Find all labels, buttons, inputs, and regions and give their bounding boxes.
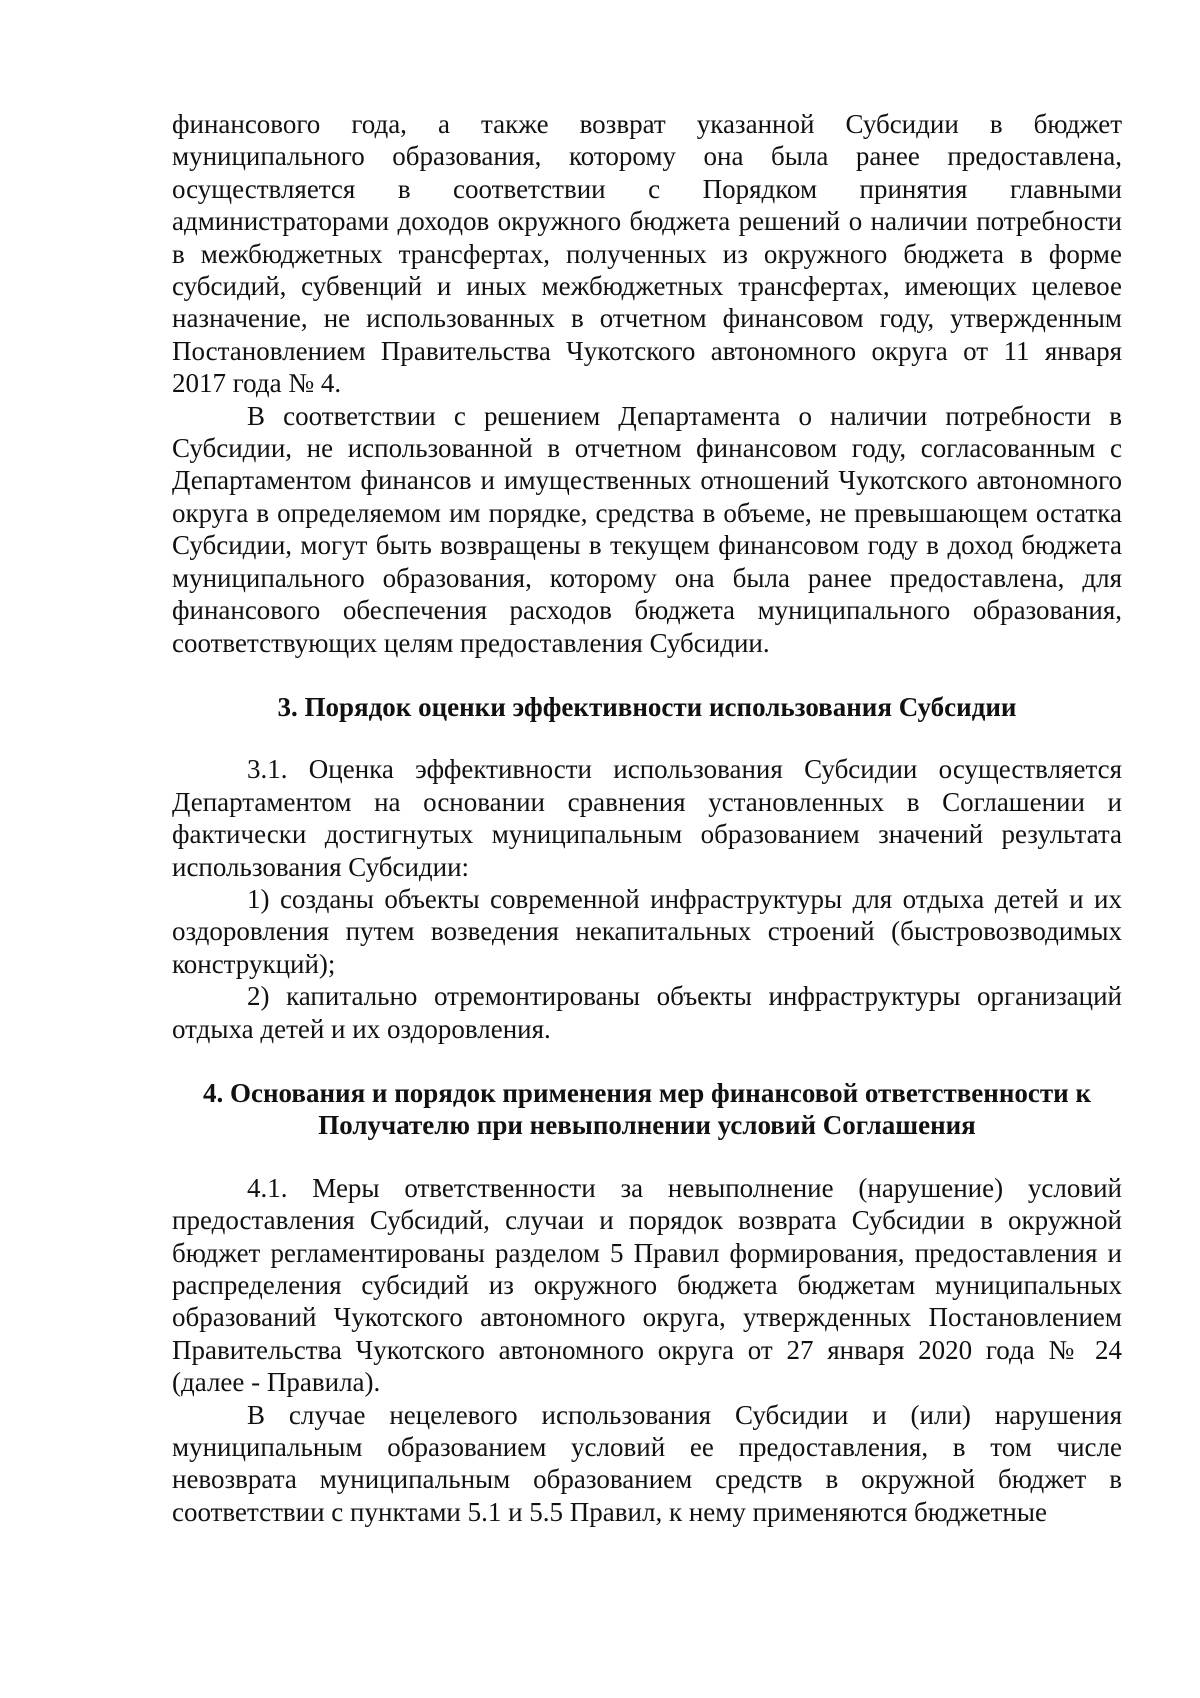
list-item-infrastructure-repaired: 2) капитально отремонтированы объекты инфраструктуры организаций отдыха детей и их оздоровления. [172, 981, 1122, 1044]
paragraph-return-subsidy: финансового года, а также возврат указанной Субсидии в бюджет муниципального образования, которому она была ранее предоставлена, осуществляется в соответствии с Порядком принятия главными администраторами доходов окружного бюджета решений о наличии потребности в межбюджетных трансфертах, полученных из окружного бюджета в форме субсидий, субвенций и иных межбюджетных трансфертах, имеющих целевое назначение, не использованных в отчетном финансовом году, утвержденным Постановлением Правительства Чукотского автономного округа от 11 января 2017 года № 4. [172, 109, 1122, 399]
section-3-heading: 3. Порядок оценки эффективности использования Субсидии [277, 691, 1017, 722]
paragraph-3-1: 3.1. Оценка эффективности использования Субсидии осуществляется Департаментом на основании сравнения установленных в Соглашении и фактически достигнутых муниципальным образованием значений результата использования Субсидии: [172, 754, 1122, 882]
paragraph-misuse: В случае нецелевого использования Субсидии и (или) нарушения муниципальным образованием условий ее предоставления, в том числе невозврата муниципальным образованием средств в окружной бюджет в соответствии с пунктами 5.1 и 5.5 Правил, к нему применяются бюджетные [172, 1399, 1122, 1527]
paragraph-department-decision: В соответствии с решением Департамента о наличии потребности в Субсидии, не использованной в отчетном финансовом году, согласованным с Департаментом финансов и имущественных отношений Чукотского автономного округа в определяемом им порядке, средства в объеме, не превышающем остатка Субсидии, могут быть возвращены в текущем финансовом году в доход бюджета муниципального образования, которому она была ранее предоставлена, для финансового обеспечения расходов бюджета муниципального образования, соответствующих целям предоставления Субсидии. [172, 400, 1122, 658]
paragraph-4-1: 4.1. Меры ответственности за невыполнение (нарушение) условий предоставления Субсидий, случаи и порядок возврата Субсидии в окружной бюджет регламентированы разделом 5 Правил формирования, предоставления и распределения субсидий из окружного бюджета бюджетам муниципальных образований Чукотского автономного округа, утвержденных Постановлением Правительства Чукотского автономного округа от 27 января 2020 года № 24 (далее - Правила). [172, 1172, 1122, 1398]
document-page [172, 108, 1122, 1528]
section-4-heading [172, 1077, 1122, 1142]
list-item-infrastructure-created: 1) созданы объекты современной инфраструктуры для отдыха детей и их оздоровления путем возведения некапитальных строений (быстровозводимых конструкций); [172, 883, 1122, 979]
section-4-heading-line-2: Получателю при невыполнении условий Соглашения [318, 1110, 976, 1141]
section-4-heading-line-1: 4. Основания и порядок применения мер финансовой ответственности к [203, 1077, 1091, 1108]
